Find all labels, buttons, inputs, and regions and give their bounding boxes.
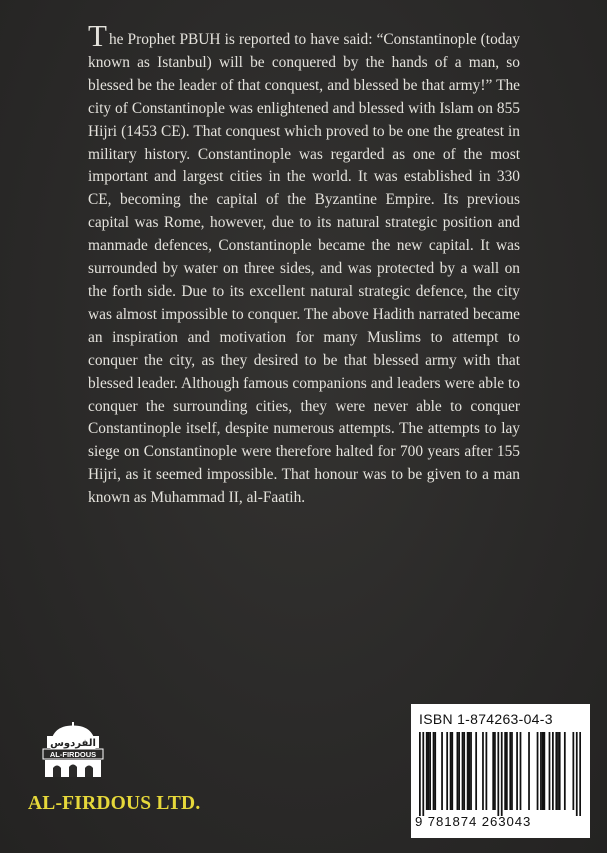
- barcode-bar: [457, 732, 459, 810]
- barcode-bar: [434, 732, 436, 810]
- logo-latin-text: AL-FIRDOUS: [49, 750, 97, 759]
- barcode: [419, 732, 581, 816]
- publisher-name: AL-FIRDOUS LTD.: [28, 793, 201, 814]
- barcode-bar: [422, 732, 424, 816]
- isbn-label: ISBN 1-874263-04-3: [419, 711, 553, 727]
- barcode-bar: [504, 732, 506, 810]
- barcode-bar: [555, 732, 557, 810]
- barcode-bar: [520, 732, 522, 810]
- logo-arabic-text: الفردوس: [50, 738, 96, 749]
- barcode-bar: [572, 732, 574, 810]
- barcode-bar: [549, 732, 551, 810]
- barcode-bar: [528, 732, 530, 810]
- barcode-bar: [428, 732, 430, 810]
- barcode-bar: [468, 732, 470, 810]
- barcode-bar: [458, 732, 460, 810]
- barcode-bar: [429, 732, 431, 810]
- isbn-barcode-block: [411, 704, 590, 838]
- barcode-bar: [451, 732, 453, 810]
- barcode-bar: [419, 732, 421, 816]
- barcode-bar: [559, 732, 561, 810]
- barcode-bar: [497, 732, 499, 816]
- barcode-bar: [501, 732, 503, 816]
- barcode-digits: 9 781874 263043: [415, 814, 532, 829]
- barcode-bar: [579, 732, 581, 816]
- barcode-bar: [441, 732, 443, 810]
- barcode-bar: [492, 732, 494, 810]
- barcode-bar: [516, 732, 518, 810]
- barcode-bar: [511, 732, 513, 810]
- barcode-bar: [446, 732, 448, 810]
- barcode-bar: [433, 732, 435, 810]
- barcode-bar: [557, 732, 559, 810]
- blurb-paragraph: [88, 18, 520, 510]
- blurb-text: he Prophet PBUH is reported to have said: “Constantinople (today known as Istanbul) will be conquered by the hands of a man, so blessed be the leader of that conquest, and blessed be that army!” The city of Constantinople was enlightened and blessed with Islam on 855 Hijri (1453 CE). That conquest which proved to be one the greatest in military history. Constantinople was regarded as one of the most important and largest cities in the world. It was established in 330 CE, becoming the capital of the Byzantine Empire. Its previous capital was Rome, however, due to its natural strategic position and manmade defences, Constantinople became the new capital. It was surrounded by water on three sides, and was protected by a wall on the forth side. Due to its excellent natural strategic defence, the city was almost impossible to conquer. The above Hadith narrated became an inspiration and motivation for many Muslims to attempt to conquer the city, as they desired to be that blessed army with that blessed leader. Although famous companions and leaders were able to conquer the surrounding cities, they were never able to conquer Constantinople itself, despite numerous attempts. The attempts to lay siege on Constantinople were therefore halted for 700 years after 155 Hijri, as it seemed impossible. That honour was to be given to a man known as Muhammad II, al-Faatih.: [88, 31, 520, 507]
- barcode-bar: [506, 732, 508, 810]
- barcode-bar: [543, 732, 545, 810]
- barcode-bar: [564, 732, 566, 810]
- barcode-bar: [537, 732, 539, 810]
- barcode-bar: [509, 732, 511, 810]
- barcode-bar: [540, 732, 542, 810]
- barcode-bar: [475, 732, 477, 810]
- barcode-bar: [486, 732, 488, 810]
- drop-cap: T: [88, 18, 107, 53]
- barcode-bar: [467, 732, 469, 810]
- barcode-bar: [494, 732, 496, 810]
- barcode-bar: [426, 732, 428, 810]
- barcode-bar: [552, 732, 554, 810]
- barcode-bar: [463, 732, 465, 810]
- al-firdous-logo: [41, 722, 105, 778]
- barcode-bar: [576, 732, 578, 816]
- barcode-bar: [470, 732, 472, 810]
- barcode-bar: [482, 732, 484, 810]
- barcode-bar: [450, 732, 452, 810]
- barcode-bar: [542, 732, 544, 810]
- barcode-bar: [462, 732, 464, 810]
